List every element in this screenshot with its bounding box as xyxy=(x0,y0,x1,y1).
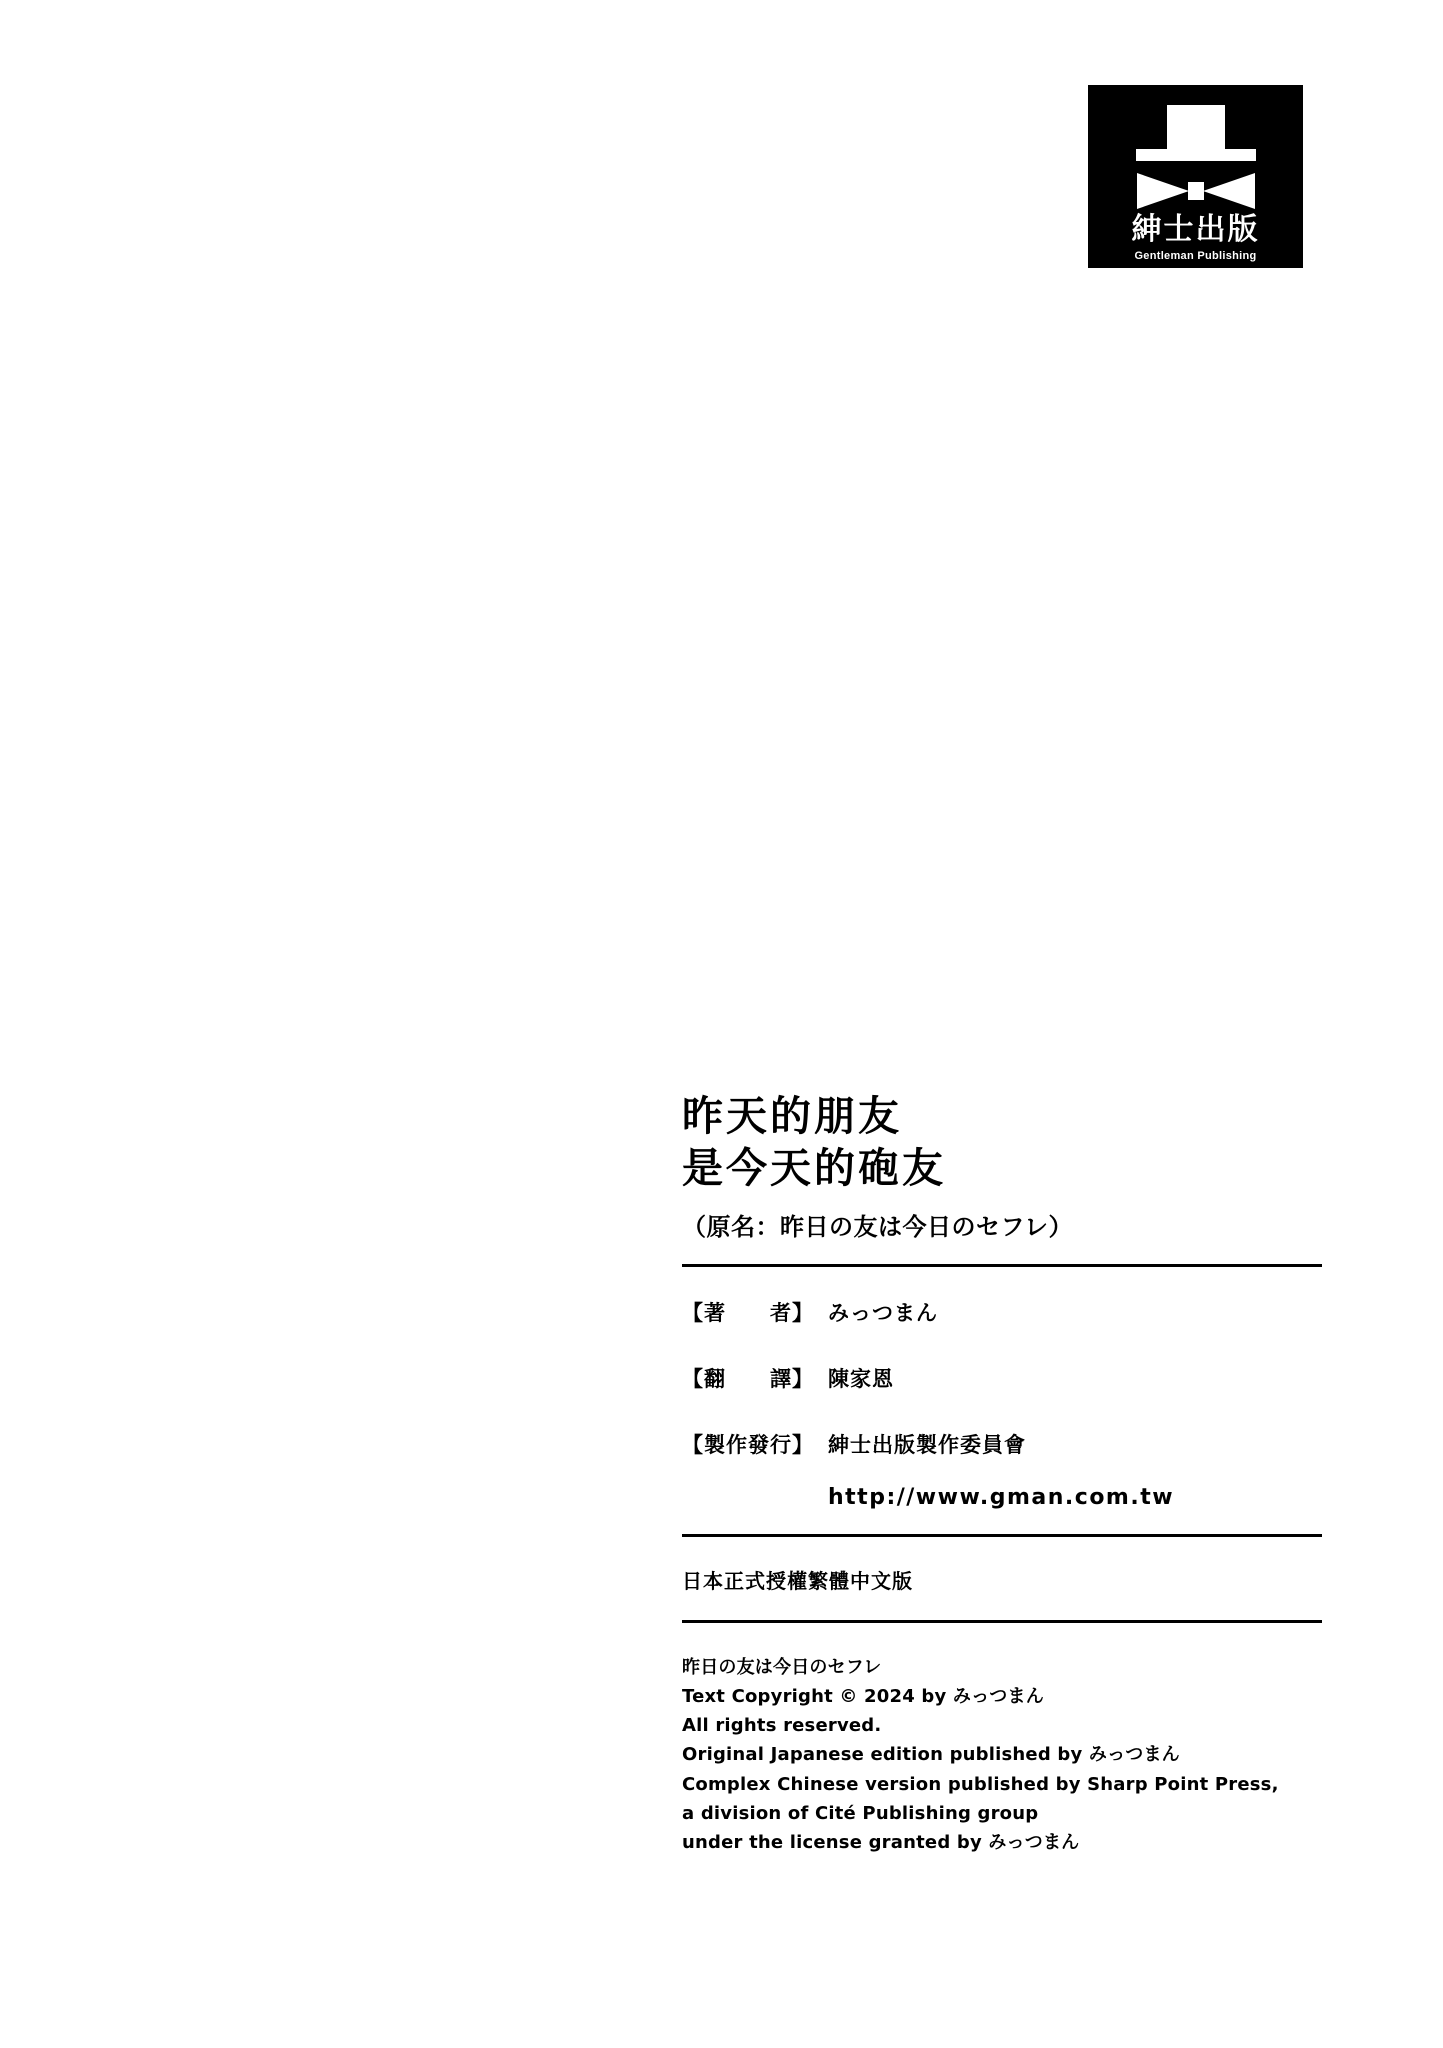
copyright-line: a division of Cité Publishing group xyxy=(682,1802,1039,1824)
credit-row-translator xyxy=(682,1363,1322,1393)
credit-value-publisher: 紳士出版製作委員會 xyxy=(828,1432,1026,1457)
book-title-line-1: 昨天的朋友 xyxy=(682,1092,902,1140)
credit-label-translator: 【翻 譯】 xyxy=(682,1366,814,1391)
publisher-website-link[interactable]: http://www.gman.com.tw xyxy=(828,1484,1175,1510)
divider-top xyxy=(682,1264,1322,1267)
copyright-line: All rights reserved. xyxy=(682,1715,882,1737)
colophon-block xyxy=(682,1090,1322,1857)
copyright-line: under the license granted by みっつまん xyxy=(682,1831,1080,1853)
publisher-name-cn: 紳士出版 xyxy=(1131,213,1260,246)
top-hat-icon xyxy=(1136,105,1256,163)
credit-value-translator: 陳家恩 xyxy=(828,1366,894,1391)
original-title: （原名：昨日の友は今日のセフレ） xyxy=(682,1212,1074,1241)
divider-middle xyxy=(682,1534,1322,1537)
credit-label-author: 【著 者】 xyxy=(682,1300,814,1325)
book-title-line-2: 是今天的砲友 xyxy=(682,1144,946,1193)
credit-value-author: みっつまん xyxy=(828,1300,938,1325)
copyright-line: Original Japanese edition published by みっつまん xyxy=(682,1744,1180,1766)
copyright-line: Complex Chinese version published by Sharp Point Press, xyxy=(682,1773,1279,1795)
copyright-block xyxy=(682,1653,1322,1857)
credit-row-publisher xyxy=(682,1429,1322,1459)
publisher-logo xyxy=(1088,85,1303,268)
license-statement: 日本正式授權繁體中文版 xyxy=(682,1568,913,1593)
publisher-name-en: Gentleman Publishing xyxy=(1134,250,1257,262)
divider-bottom xyxy=(682,1620,1322,1623)
copyright-line: Text Copyright © 2024 by みっつまん xyxy=(682,1686,1044,1708)
credit-row-author xyxy=(682,1297,1322,1327)
credit-label-publisher: 【製作發行】 xyxy=(682,1432,814,1457)
copyright-line: 昨日の友は今日のセフレ xyxy=(682,1656,882,1678)
credits-list xyxy=(682,1297,1322,1510)
bowtie-icon xyxy=(1137,173,1255,209)
